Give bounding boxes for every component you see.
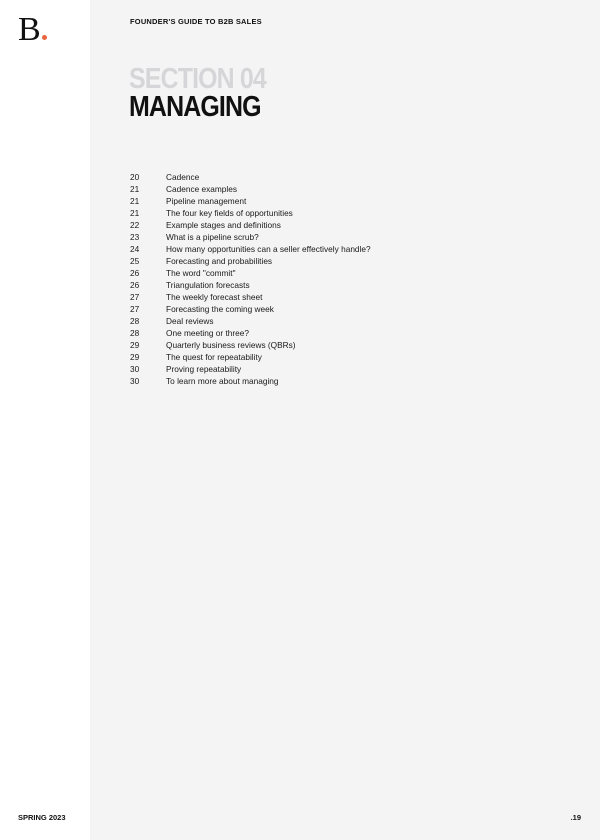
toc-entry xyxy=(130,375,371,387)
toc-page-number: 30 xyxy=(130,376,140,386)
toc-entry-title: The word "commit" xyxy=(166,268,236,278)
footer-page-number: .19 xyxy=(570,813,581,822)
toc-page-number: 23 xyxy=(130,232,140,242)
toc-entry-title: Pipeline management xyxy=(166,196,247,206)
toc-entry xyxy=(130,339,371,351)
toc-page-number: 29 xyxy=(130,340,140,350)
toc-page-number: 28 xyxy=(130,328,140,338)
toc-entry xyxy=(130,279,371,291)
toc-page-number: 21 xyxy=(130,196,140,206)
toc-entry xyxy=(130,303,371,315)
toc-entry xyxy=(130,219,371,231)
logo-dot-icon xyxy=(42,35,47,40)
toc-entry-title: Triangulation forecasts xyxy=(166,280,250,290)
toc-page-number: 27 xyxy=(130,304,140,314)
toc-entry xyxy=(130,171,371,183)
toc-entry-title: How many opportunities can a seller effectively handle? xyxy=(166,244,371,254)
toc-page-number: 21 xyxy=(130,184,140,194)
toc-entry xyxy=(130,363,371,375)
toc-entry-title: What is a pipeline scrub? xyxy=(166,232,259,242)
guide-title: FOUNDER'S GUIDE TO B2B SALES xyxy=(130,17,262,26)
toc-page-number: 27 xyxy=(130,292,140,302)
toc-page-number: 25 xyxy=(130,256,140,266)
logo-letter: B xyxy=(18,11,41,48)
toc-entry xyxy=(130,231,371,243)
toc-entry-title: Example stages and definitions xyxy=(166,220,281,230)
brand-logo xyxy=(18,13,47,47)
toc-entry-title: Forecasting and probabilities xyxy=(166,256,273,266)
toc-entry xyxy=(130,195,371,207)
toc-page-number: 22 xyxy=(130,220,140,230)
toc-entry xyxy=(130,243,371,255)
toc-entry xyxy=(130,207,371,219)
toc-page-number: 29 xyxy=(130,352,140,362)
toc-entry xyxy=(130,351,371,363)
toc-entry-title: Cadence xyxy=(166,172,200,182)
toc-page-number: 21 xyxy=(130,208,140,218)
toc-page-number: 20 xyxy=(130,172,140,182)
toc-entry xyxy=(130,183,371,195)
section-label: SECTION 04 xyxy=(129,63,266,95)
toc-entry xyxy=(130,267,371,279)
toc-entry xyxy=(130,315,371,327)
toc-page-number: 26 xyxy=(130,280,140,290)
toc-page-number: 24 xyxy=(130,244,140,254)
left-margin-column xyxy=(0,0,90,840)
toc-entry-title: To learn more about managing xyxy=(166,376,279,386)
toc-entry-title: Quarterly business reviews (QBRs) xyxy=(166,340,296,350)
toc-entry xyxy=(130,327,371,339)
toc-page-number: 28 xyxy=(130,316,140,326)
toc-entry-title: The four key fields of opportunities xyxy=(166,208,293,218)
toc-entry-title: Deal reviews xyxy=(166,316,214,326)
toc-entry-title: One meeting or three? xyxy=(166,328,250,338)
toc-entry-title: Cadence examples xyxy=(166,184,238,194)
toc-entry-title: Forecasting the coming week xyxy=(166,304,274,314)
toc-entry-title: The weekly forecast sheet xyxy=(166,292,263,302)
footer-edition: SPRING 2023 xyxy=(18,813,66,822)
table-of-contents xyxy=(130,171,371,387)
toc-entry xyxy=(130,255,371,267)
toc-entry-title: Proving repeatability xyxy=(166,364,242,374)
toc-page-number: 26 xyxy=(130,268,140,278)
section-title: MANAGING xyxy=(129,91,261,123)
toc-entry xyxy=(130,291,371,303)
toc-page-number: 30 xyxy=(130,364,140,374)
toc-entry-title: The quest for repeatability xyxy=(166,352,262,362)
